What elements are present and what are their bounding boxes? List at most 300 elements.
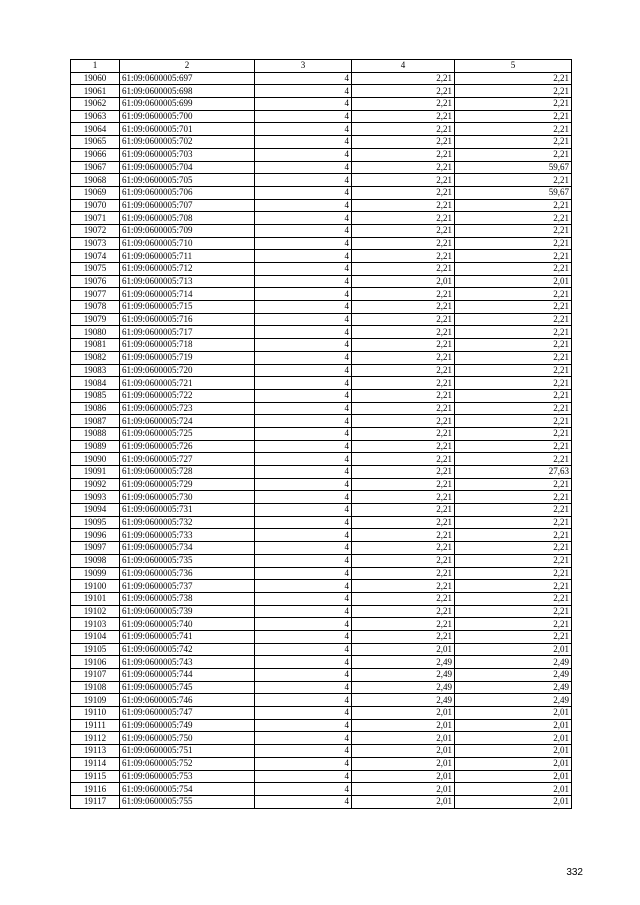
cadastral-number-cell: 61:09:0600005:717 <box>120 326 255 339</box>
col3-cell: 4 <box>255 669 352 682</box>
col4-cell: 2,49 <box>352 656 455 669</box>
cadastral-number-cell: 61:09:0600005:707 <box>120 199 255 212</box>
table-row <box>71 148 572 161</box>
col3-cell: 4 <box>255 466 352 479</box>
col3-cell: 4 <box>255 783 352 796</box>
col3-cell: 4 <box>255 313 352 326</box>
col4-cell: 2,21 <box>352 224 455 237</box>
cadastral-number-cell: 61:09:0600005:720 <box>120 364 255 377</box>
table-row <box>71 415 572 428</box>
table-row <box>71 795 572 808</box>
col4-cell: 2,01 <box>352 275 455 288</box>
col5-cell: 2,21 <box>455 402 572 415</box>
col5-cell: 2,21 <box>455 123 572 136</box>
col4-cell: 2,21 <box>352 618 455 631</box>
cadastral-number-cell: 61:09:0600005:704 <box>120 161 255 174</box>
col4-cell: 2,21 <box>352 301 455 314</box>
col3-cell: 4 <box>255 148 352 161</box>
col3-cell: 4 <box>255 707 352 720</box>
col3-cell: 4 <box>255 351 352 364</box>
row-number-cell: 19082 <box>71 351 120 364</box>
table-row <box>71 491 572 504</box>
page-number: 332 <box>566 867 583 878</box>
col5-cell: 2,21 <box>455 592 572 605</box>
col4-cell: 2,21 <box>352 427 455 440</box>
row-number-cell: 19111 <box>71 719 120 732</box>
col5-cell: 2,49 <box>455 681 572 694</box>
row-number-cell: 19068 <box>71 174 120 187</box>
table-row <box>71 427 572 440</box>
row-number-cell: 19112 <box>71 732 120 745</box>
col4-cell: 2,21 <box>352 605 455 618</box>
col4-cell: 2,21 <box>352 85 455 98</box>
col5-cell: 2,01 <box>455 783 572 796</box>
col5-cell: 2,01 <box>455 719 572 732</box>
col5-cell: 2,21 <box>455 199 572 212</box>
col4-cell: 2,21 <box>352 402 455 415</box>
col4-cell: 2,01 <box>352 643 455 656</box>
col4-cell: 2,21 <box>352 491 455 504</box>
cadastral-number-cell: 61:09:0600005:710 <box>120 237 255 250</box>
row-number-cell: 19106 <box>71 656 120 669</box>
cadastral-number-cell: 61:09:0600005:741 <box>120 630 255 643</box>
col4-cell: 2,21 <box>352 389 455 402</box>
col4-cell: 2,21 <box>352 110 455 123</box>
table-row <box>71 237 572 250</box>
col4-cell: 2,21 <box>352 592 455 605</box>
table-row <box>71 224 572 237</box>
table-row <box>71 719 572 732</box>
col4-cell: 2,21 <box>352 174 455 187</box>
row-number-cell: 19102 <box>71 605 120 618</box>
table-row <box>71 516 572 529</box>
table-row <box>71 250 572 263</box>
col3-cell: 4 <box>255 326 352 339</box>
cadastral-number-cell: 61:09:0600005:721 <box>120 377 255 390</box>
col4-cell: 2,01 <box>352 783 455 796</box>
col5-cell: 2,21 <box>455 339 572 352</box>
col4-cell: 2,01 <box>352 745 455 758</box>
col3-cell: 4 <box>255 795 352 808</box>
row-number-cell: 19088 <box>71 427 120 440</box>
cadastral-number-cell: 61:09:0600005:713 <box>120 275 255 288</box>
col4-cell: 2,21 <box>352 351 455 364</box>
row-number-cell: 19079 <box>71 313 120 326</box>
table-row <box>71 186 572 199</box>
col5-cell: 2,21 <box>455 250 572 263</box>
row-number-cell: 19061 <box>71 85 120 98</box>
col4-cell: 2,01 <box>352 719 455 732</box>
row-number-cell: 19108 <box>71 681 120 694</box>
col4-cell: 2,49 <box>352 669 455 682</box>
col4-cell: 2,21 <box>352 440 455 453</box>
row-number-cell: 19117 <box>71 795 120 808</box>
col4-cell: 2,21 <box>352 161 455 174</box>
row-number-cell: 19077 <box>71 288 120 301</box>
cadastral-number-cell: 61:09:0600005:750 <box>120 732 255 745</box>
row-number-cell: 19084 <box>71 377 120 390</box>
row-number-cell: 19080 <box>71 326 120 339</box>
col4-cell: 2,21 <box>352 199 455 212</box>
col5-cell: 2,21 <box>455 542 572 555</box>
row-number-cell: 19087 <box>71 415 120 428</box>
col5-cell: 2,01 <box>455 707 572 720</box>
col3-cell: 4 <box>255 136 352 149</box>
table-row <box>71 85 572 98</box>
cadastral-number-cell: 61:09:0600005:733 <box>120 529 255 542</box>
row-number-cell: 19076 <box>71 275 120 288</box>
table-row <box>71 199 572 212</box>
col4-cell: 2,21 <box>352 580 455 593</box>
col4-cell: 2,21 <box>352 136 455 149</box>
col3-cell: 4 <box>255 745 352 758</box>
table-row <box>71 123 572 136</box>
cadastral-number-cell: 61:09:0600005:706 <box>120 186 255 199</box>
col5-cell: 2,21 <box>455 491 572 504</box>
row-number-cell: 19098 <box>71 554 120 567</box>
row-number-cell: 19083 <box>71 364 120 377</box>
col3-cell: 4 <box>255 123 352 136</box>
table-row <box>71 694 572 707</box>
cadastral-number-cell: 61:09:0600005:723 <box>120 402 255 415</box>
row-number-cell: 19100 <box>71 580 120 593</box>
table-row <box>71 453 572 466</box>
row-number-cell: 19069 <box>71 186 120 199</box>
table-row <box>71 174 572 187</box>
col3-cell: 4 <box>255 288 352 301</box>
cadastral-number-cell: 61:09:0600005:740 <box>120 618 255 631</box>
row-number-cell: 19109 <box>71 694 120 707</box>
col3-cell: 4 <box>255 415 352 428</box>
col5-cell: 2,01 <box>455 795 572 808</box>
table-row <box>71 630 572 643</box>
cadastral-number-cell: 61:09:0600005:699 <box>120 98 255 111</box>
col4-cell: 2,21 <box>352 630 455 643</box>
col5-cell: 2,21 <box>455 136 572 149</box>
col3-cell: 4 <box>255 757 352 770</box>
row-number-cell: 19060 <box>71 72 120 85</box>
col5-cell: 2,21 <box>455 351 572 364</box>
col3-cell: 4 <box>255 275 352 288</box>
col4-cell: 2,01 <box>352 707 455 720</box>
row-number-cell: 19090 <box>71 453 120 466</box>
col5-cell: 2,01 <box>455 275 572 288</box>
col4-cell: 2,21 <box>352 453 455 466</box>
col5-cell: 2,21 <box>455 630 572 643</box>
cadastral-number-cell: 61:09:0600005:737 <box>120 580 255 593</box>
col5-cell: 2,01 <box>455 732 572 745</box>
col3-cell: 4 <box>255 516 352 529</box>
cadastral-number-cell: 61:09:0600005:732 <box>120 516 255 529</box>
col5-cell: 2,21 <box>455 263 572 276</box>
row-number-cell: 19093 <box>71 491 120 504</box>
col3-cell: 4 <box>255 377 352 390</box>
col3-cell: 4 <box>255 643 352 656</box>
table-row <box>71 110 572 123</box>
cadastral-number-cell: 61:09:0600005:719 <box>120 351 255 364</box>
col4-cell: 2,21 <box>352 466 455 479</box>
cadastral-number-cell: 61:09:0600005:743 <box>120 656 255 669</box>
col5-cell: 2,21 <box>455 567 572 580</box>
col4-cell: 2,21 <box>352 339 455 352</box>
col5-cell: 2,21 <box>455 504 572 517</box>
col4-cell: 2,21 <box>352 288 455 301</box>
table-row <box>71 542 572 555</box>
table-row <box>71 605 572 618</box>
col4-cell: 2,21 <box>352 542 455 555</box>
col4-cell: 2,21 <box>352 263 455 276</box>
cadastral-number-cell: 61:09:0600005:697 <box>120 72 255 85</box>
header-row <box>71 60 572 73</box>
header-cell: 5 <box>455 60 572 73</box>
row-number-cell: 19066 <box>71 148 120 161</box>
cadastral-number-cell: 61:09:0600005:747 <box>120 707 255 720</box>
header-cell: 2 <box>120 60 255 73</box>
table-row <box>71 669 572 682</box>
cadastral-number-cell: 61:09:0600005:708 <box>120 212 255 225</box>
cadastral-number-cell: 61:09:0600005:746 <box>120 694 255 707</box>
table-row <box>71 580 572 593</box>
col3-cell: 4 <box>255 542 352 555</box>
col5-cell: 2,21 <box>455 453 572 466</box>
col4-cell: 2,01 <box>352 732 455 745</box>
col5-cell: 2,49 <box>455 656 572 669</box>
cadastral-number-cell: 61:09:0600005:730 <box>120 491 255 504</box>
col3-cell: 4 <box>255 681 352 694</box>
cadastral-number-cell: 61:09:0600005:700 <box>120 110 255 123</box>
col3-cell: 4 <box>255 618 352 631</box>
row-number-cell: 19116 <box>71 783 120 796</box>
col5-cell: 2,21 <box>455 98 572 111</box>
cadastral-number-cell: 61:09:0600005:736 <box>120 567 255 580</box>
cadastral-number-cell: 61:09:0600005:714 <box>120 288 255 301</box>
col5-cell: 2,21 <box>455 148 572 161</box>
col5-cell: 2,21 <box>455 237 572 250</box>
row-number-cell: 19086 <box>71 402 120 415</box>
table-row <box>71 389 572 402</box>
row-number-cell: 19070 <box>71 199 120 212</box>
col4-cell: 2,01 <box>352 795 455 808</box>
table-row <box>71 326 572 339</box>
col5-cell: 2,21 <box>455 301 572 314</box>
col5-cell: 2,21 <box>455 554 572 567</box>
cadastral-number-cell: 61:09:0600005:716 <box>120 313 255 326</box>
cadastral-number-cell: 61:09:0600005:724 <box>120 415 255 428</box>
table-row <box>71 732 572 745</box>
row-number-cell: 19078 <box>71 301 120 314</box>
col4-cell: 2,21 <box>352 250 455 263</box>
col5-cell: 59,67 <box>455 161 572 174</box>
col3-cell: 4 <box>255 339 352 352</box>
col5-cell: 2,21 <box>455 389 572 402</box>
col4-cell: 2,01 <box>352 770 455 783</box>
header-cell: 4 <box>352 60 455 73</box>
col5-cell: 59,67 <box>455 186 572 199</box>
col4-cell: 2,21 <box>352 123 455 136</box>
col3-cell: 4 <box>255 567 352 580</box>
row-number-cell: 19101 <box>71 592 120 605</box>
cadastral-number-cell: 61:09:0600005:727 <box>120 453 255 466</box>
col3-cell: 4 <box>255 250 352 263</box>
table-row <box>71 72 572 85</box>
col3-cell: 4 <box>255 630 352 643</box>
table-row <box>71 478 572 491</box>
col3-cell: 4 <box>255 732 352 745</box>
col5-cell: 2,21 <box>455 516 572 529</box>
cadastral-number-cell: 61:09:0600005:738 <box>120 592 255 605</box>
table-row <box>71 364 572 377</box>
col5-cell: 2,21 <box>455 72 572 85</box>
col4-cell: 2,21 <box>352 377 455 390</box>
col4-cell: 2,21 <box>352 504 455 517</box>
cadastral-number-cell: 61:09:0600005:749 <box>120 719 255 732</box>
cadastral-number-cell: 61:09:0600005:718 <box>120 339 255 352</box>
table-row <box>71 301 572 314</box>
col4-cell: 2,21 <box>352 516 455 529</box>
cadastral-number-cell: 61:09:0600005:703 <box>120 148 255 161</box>
table-row <box>71 745 572 758</box>
row-number-cell: 19071 <box>71 212 120 225</box>
table-row <box>71 263 572 276</box>
col5-cell: 2,21 <box>455 580 572 593</box>
col3-cell: 4 <box>255 491 352 504</box>
col4-cell: 2,49 <box>352 681 455 694</box>
col5-cell: 2,21 <box>455 212 572 225</box>
col5-cell: 2,49 <box>455 694 572 707</box>
col3-cell: 4 <box>255 72 352 85</box>
cadastral-number-cell: 61:09:0600005:702 <box>120 136 255 149</box>
table-row <box>71 681 572 694</box>
row-number-cell: 19062 <box>71 98 120 111</box>
col3-cell: 4 <box>255 402 352 415</box>
table-row <box>71 707 572 720</box>
col3-cell: 4 <box>255 301 352 314</box>
table-row <box>71 440 572 453</box>
col4-cell: 2,21 <box>352 326 455 339</box>
cadastral-number-cell: 61:09:0600005:742 <box>120 643 255 656</box>
row-number-cell: 19085 <box>71 389 120 402</box>
col3-cell: 4 <box>255 770 352 783</box>
cadastral-number-cell: 61:09:0600005:715 <box>120 301 255 314</box>
cadastral-number-cell: 61:09:0600005:751 <box>120 745 255 758</box>
row-number-cell: 19104 <box>71 630 120 643</box>
col5-cell: 2,21 <box>455 440 572 453</box>
col3-cell: 4 <box>255 161 352 174</box>
header-cell: 1 <box>71 60 120 73</box>
col4-cell: 2,21 <box>352 554 455 567</box>
table-row <box>71 136 572 149</box>
col5-cell: 27,63 <box>455 466 572 479</box>
table-row <box>71 529 572 542</box>
col4-cell: 2,21 <box>352 364 455 377</box>
col5-cell: 2,21 <box>455 110 572 123</box>
row-number-cell: 19091 <box>71 466 120 479</box>
col5-cell: 2,01 <box>455 757 572 770</box>
col5-cell: 2,21 <box>455 364 572 377</box>
cadastral-number-cell: 61:09:0600005:705 <box>120 174 255 187</box>
col3-cell: 4 <box>255 453 352 466</box>
col5-cell: 2,21 <box>455 174 572 187</box>
table-row <box>71 554 572 567</box>
col5-cell: 2,21 <box>455 618 572 631</box>
table-body <box>71 72 572 808</box>
col4-cell: 2,49 <box>352 694 455 707</box>
row-number-cell: 19065 <box>71 136 120 149</box>
col4-cell: 2,21 <box>352 186 455 199</box>
col5-cell: 2,21 <box>455 85 572 98</box>
row-number-cell: 19075 <box>71 263 120 276</box>
cadastral-number-cell: 61:09:0600005:698 <box>120 85 255 98</box>
col5-cell: 2,21 <box>455 529 572 542</box>
col5-cell: 2,01 <box>455 770 572 783</box>
table-row <box>71 504 572 517</box>
col5-cell: 2,21 <box>455 377 572 390</box>
table-row <box>71 567 572 580</box>
row-number-cell: 19114 <box>71 757 120 770</box>
col5-cell: 2,21 <box>455 313 572 326</box>
cadastral-number-cell: 61:09:0600005:735 <box>120 554 255 567</box>
row-number-cell: 19081 <box>71 339 120 352</box>
col3-cell: 4 <box>255 224 352 237</box>
table-row <box>71 161 572 174</box>
col3-cell: 4 <box>255 263 352 276</box>
table-row <box>71 98 572 111</box>
row-number-cell: 19067 <box>71 161 120 174</box>
row-number-cell: 19097 <box>71 542 120 555</box>
col5-cell: 2,21 <box>455 288 572 301</box>
col3-cell: 4 <box>255 580 352 593</box>
row-number-cell: 19074 <box>71 250 120 263</box>
table-row <box>71 288 572 301</box>
row-number-cell: 19064 <box>71 123 120 136</box>
cadastral-number-cell: 61:09:0600005:729 <box>120 478 255 491</box>
table-row <box>71 783 572 796</box>
col3-cell: 4 <box>255 605 352 618</box>
col4-cell: 2,01 <box>352 757 455 770</box>
row-number-cell: 19107 <box>71 669 120 682</box>
col3-cell: 4 <box>255 592 352 605</box>
cadastral-number-cell: 61:09:0600005:731 <box>120 504 255 517</box>
col5-cell: 2,21 <box>455 427 572 440</box>
col5-cell: 2,21 <box>455 326 572 339</box>
col3-cell: 4 <box>255 656 352 669</box>
data-table <box>70 59 572 809</box>
table-row <box>71 351 572 364</box>
row-number-cell: 19103 <box>71 618 120 631</box>
cadastral-number-cell: 61:09:0600005:726 <box>120 440 255 453</box>
cadastral-number-cell: 61:09:0600005:752 <box>120 757 255 770</box>
table-row <box>71 377 572 390</box>
col4-cell: 2,21 <box>352 237 455 250</box>
col3-cell: 4 <box>255 98 352 111</box>
col5-cell: 2,21 <box>455 478 572 491</box>
table-row <box>71 757 572 770</box>
col4-cell: 2,21 <box>352 415 455 428</box>
col3-cell: 4 <box>255 85 352 98</box>
col3-cell: 4 <box>255 389 352 402</box>
col3-cell: 4 <box>255 504 352 517</box>
cadastral-number-cell: 61:09:0600005:739 <box>120 605 255 618</box>
row-number-cell: 19095 <box>71 516 120 529</box>
col3-cell: 4 <box>255 212 352 225</box>
row-number-cell: 19115 <box>71 770 120 783</box>
table-row <box>71 402 572 415</box>
col3-cell: 4 <box>255 237 352 250</box>
cadastral-number-cell: 61:09:0600005:755 <box>120 795 255 808</box>
col5-cell: 2,21 <box>455 224 572 237</box>
col3-cell: 4 <box>255 719 352 732</box>
table-row <box>71 339 572 352</box>
